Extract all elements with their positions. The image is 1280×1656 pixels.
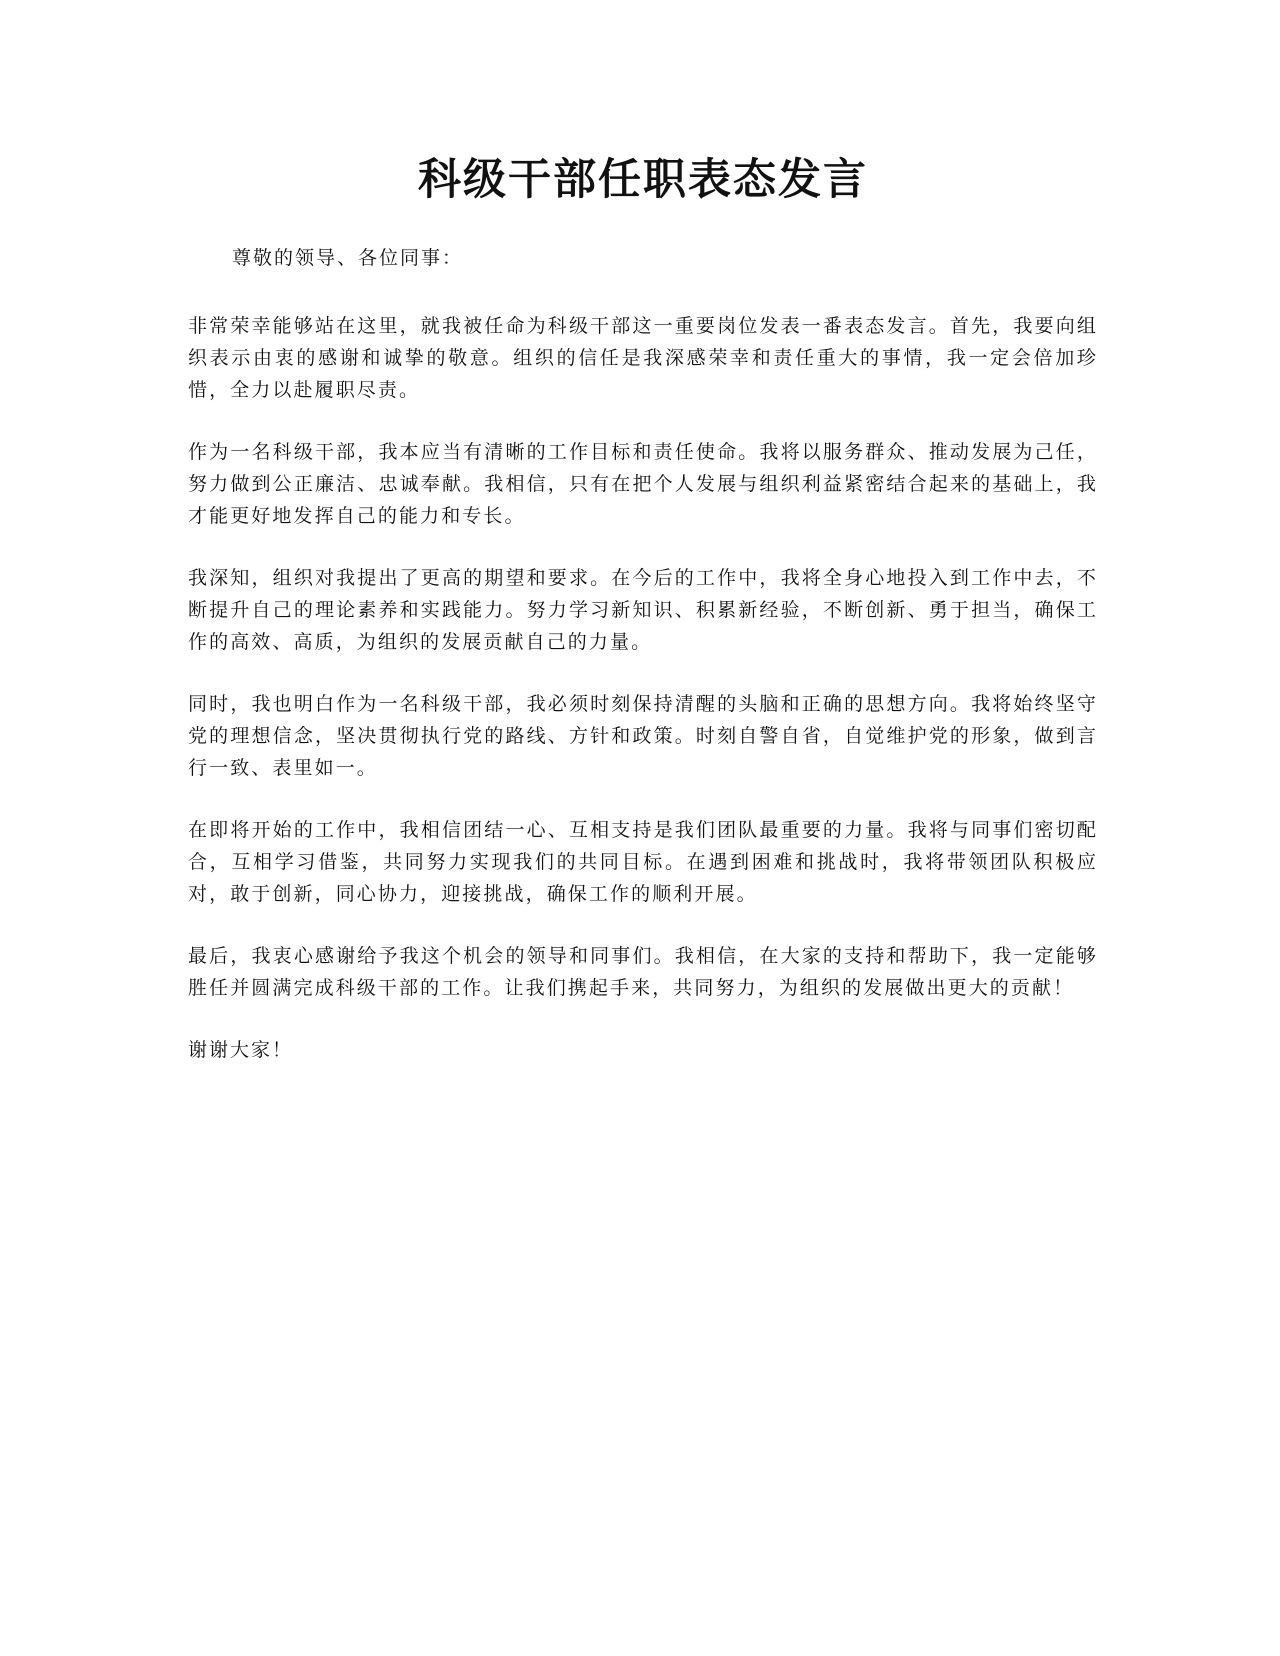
document-page: [188, 148, 1098, 1066]
paragraph-4: 同时，我也明白作为一名科级干部，我必须时刻保持清醒的头脑和正确的思想方向。我将始终坚守党的理想信念，坚决贯彻执行党的路线、方针和政策。时刻自警自省，自觉维护党的形象，做到言行一致、表里如一。: [188, 693, 1098, 779]
salutation: 尊敬的领导、各位同事：: [232, 247, 464, 269]
paragraph-3: 我深知，组织对我提出了更高的期望和要求。在今后的工作中，我将全身心地投入到工作中去，不断提升自己的理论素养和实践能力。努力学习新知识、积累新经验，不断创新、勇于担当，确保工作的高效、高质，为组织的发展贡献自己的力量。: [188, 567, 1098, 653]
closing-line: 谢谢大家！: [188, 1039, 294, 1061]
paragraph-5: 在即将开始的工作中，我相信团结一心、互相支持是我们团队最重要的力量。我将与同事们密切配合，互相学习借鉴，共同努力实现我们的共同目标。在遇到困难和挑战时，我将带领团队积极应对，敢于创新，同心协力，迎接挑战，确保工作的顺利开展。: [188, 819, 1098, 905]
paragraph-6: 最后，我衷心感谢给予我这个机会的领导和同事们。我相信，在大家的支持和帮助下，我一定能够胜任并圆满完成科级干部的工作。让我们携起手来，共同努力，为组织的发展做出更大的贡献！: [188, 945, 1098, 999]
document-title: 科级干部任职表态发言: [418, 155, 868, 205]
paragraph-2: 作为一名科级干部，我本应当有清晰的工作目标和责任使命。我将以服务群众、推动发展为己任，努力做到公正廉洁、忠诚奉献。我相信，只有在把个人发展与组织利益紧密结合起来的基础上，我才能更好地发挥自己的能力和专长。: [188, 441, 1098, 527]
paragraph-1: 非常荣幸能够站在这里，就我被任命为科级干部这一重要岗位发表一番表态发言。首先，我要向组织表示由衷的感谢和诚挚的敬意。组织的信任是我深感荣幸和责任重大的事情，我一定会倍加珍惜，全力以赴履职尽责。: [188, 315, 1098, 401]
